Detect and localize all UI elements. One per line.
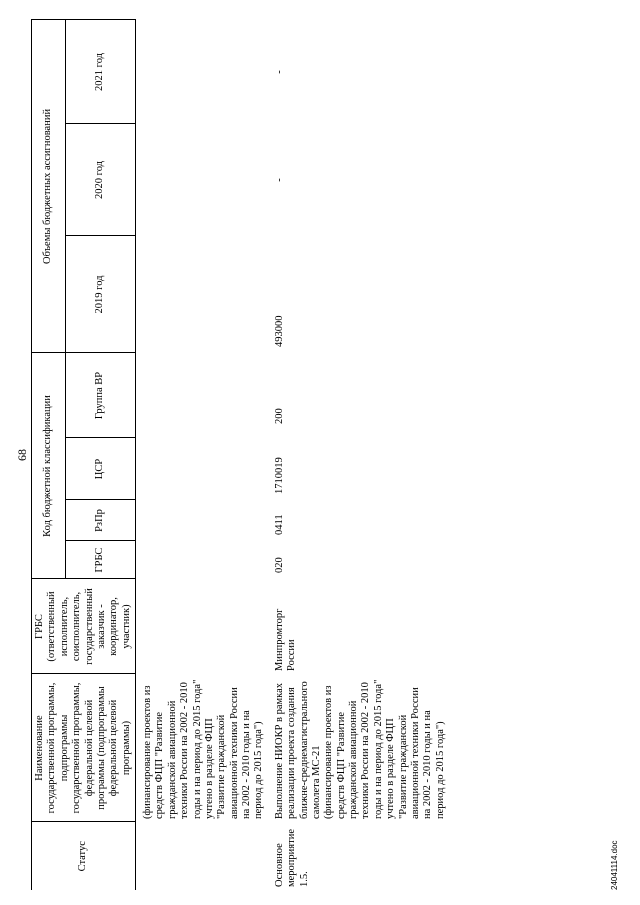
header-year-2021: 2021 год [66, 20, 136, 124]
header-year-2019: 2019 год [66, 236, 136, 353]
header-year-2020: 2020 год [66, 124, 136, 236]
table-row [268, 20, 449, 890]
rotated-sheet [15, 20, 625, 890]
row-grbs [136, 579, 268, 674]
row-vr [136, 353, 268, 438]
header-code-rzpr: РзПр [66, 500, 136, 541]
header-code-csr: ЦСР [66, 438, 136, 500]
table-row [136, 20, 268, 890]
header-allocations: Объемы бюджетных ассигнований [32, 20, 66, 353]
row-csr [136, 438, 268, 500]
page-number: 68 [15, 449, 29, 461]
row-rzpr [136, 500, 268, 541]
row-grbs-code [136, 541, 268, 579]
row-2020 [136, 124, 268, 236]
header-status: Статус [32, 822, 136, 890]
row-grbs-code: 020 [273, 557, 285, 573]
budget-table [31, 19, 449, 890]
row-name: Выполнение НИОКР в рамках реализации проекта создания ближне-среднемагистрального самолета МС-21 (финансирование проектов из средств ФЦП "Развитие гражданской авиационной техники России на 2002 - 2010 годы и на период до 2015 года" учтено в разделе ФЦП "Развитие гражданской авиационной техники России на 2002 - 2010 годы и на период до 2015 года") [273, 679, 446, 819]
row-status: Основное мероприятие 1.5. [273, 829, 310, 887]
row-2019 [136, 236, 268, 353]
header-code-grbs: ГРБС [66, 541, 136, 579]
header-name: Наименование государственной программы, подпрограммы государственной программы, федеральной целевой программы (подпрограммы федеральной целевой программы) [32, 674, 136, 822]
row-csr: 1710019 [273, 457, 285, 494]
header-code-vr: Группа ВР [66, 353, 136, 438]
row-vr: 200 [273, 408, 285, 424]
row-status [136, 822, 268, 890]
row-2021 [136, 20, 268, 124]
row-rzpr: 0411 [273, 514, 285, 535]
row-name: (финансирование проектов из средств ФЦП "Развитие гражданской авиационной техники России на 2002 - 2010 годы и на период до 2015 года" учтено в разделе ФЦП "Развитие гражданской авиационной техники России на 2002 - 2010 годы и на период до 2015 года") [142, 679, 265, 819]
header-budget-code: Код бюджетной классификации [32, 353, 66, 579]
row-grbs: Минпромторг России [273, 608, 298, 671]
header-grbs: ГРБС (ответственный исполнитель, соисполнитель, государственный заказчик - координатор, участник) [32, 579, 136, 674]
row-2019: 493000 [273, 315, 285, 347]
row-2021: - [273, 70, 285, 74]
header-row-1 [32, 20, 66, 890]
row-2020: - [273, 178, 285, 182]
document-reference: 24041114.doc [610, 840, 619, 890]
